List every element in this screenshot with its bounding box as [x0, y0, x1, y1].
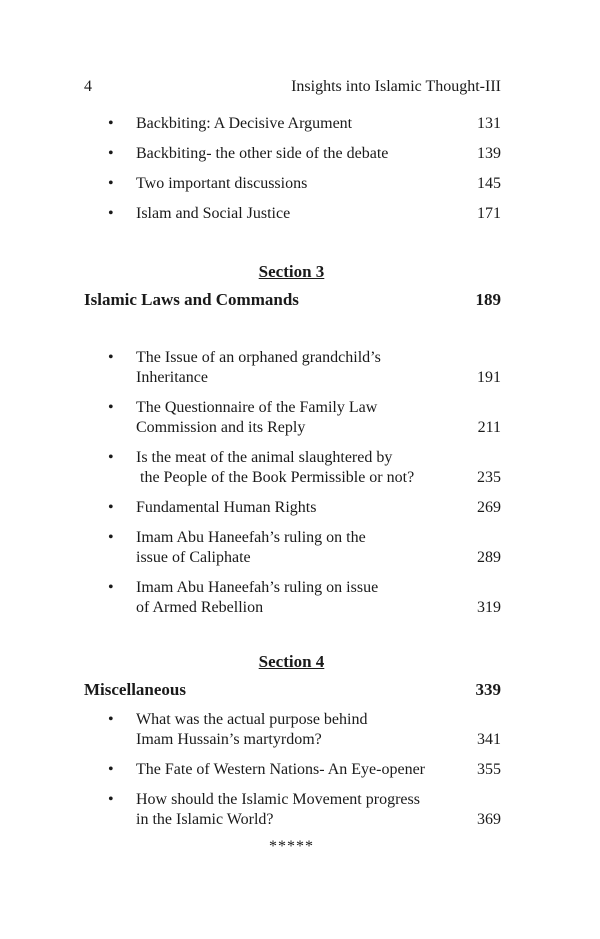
toc-entry-title: Backbiting- the other side of the debate	[136, 145, 389, 162]
end-ornament: *****	[269, 838, 314, 855]
running-title: Insights into Islamic Thought-III	[291, 78, 501, 95]
toc-entry-title: The Issue of an orphaned grandchild’s	[136, 349, 381, 366]
toc-entry-title-cont: Inheritance	[136, 369, 208, 386]
toc-entry-title: What was the actual purpose behind	[136, 711, 368, 728]
toc-entry-page: 139	[477, 145, 501, 162]
bullet-icon: •	[108, 579, 114, 596]
bullet-icon: •	[108, 711, 114, 728]
toc-entry-page: 269	[477, 499, 501, 516]
toc-entry-page: 145	[477, 175, 501, 192]
bullet-icon: •	[108, 175, 114, 192]
toc-entry-title: Backbiting: A Decisive Argument	[136, 115, 353, 132]
section-3-title[interactable]: Islamic Laws and Commands	[84, 290, 299, 309]
toc-entry-page: 131	[477, 115, 501, 132]
toc-entry-title-cont: Imam Hussain’s martyrdom?	[136, 731, 322, 748]
toc-entry-page: 171	[477, 205, 501, 222]
toc-entry-title: The Questionnaire of the Family Law	[136, 399, 378, 416]
bullet-icon: •	[108, 349, 114, 366]
toc-entry-title: Is the meat of the animal slaughtered by	[136, 449, 393, 466]
toc-entry-title: Two important discussions	[136, 175, 308, 192]
bullet-icon: •	[108, 399, 114, 416]
toc-entry-page: 289	[477, 549, 501, 566]
toc-entry-title-cont: the People of the Book Permissible or not?	[136, 469, 415, 486]
toc-entry-title: The Fate of Western Nations- An Eye-opener	[136, 761, 425, 778]
section-3-heading: Section 3	[258, 262, 325, 281]
toc-entry-title-cont: Commission and its Reply	[136, 419, 306, 436]
toc-entry-page: 341	[477, 731, 501, 748]
section-4-heading: Section 4	[258, 652, 325, 671]
bullet-icon: •	[108, 115, 114, 132]
bullet-icon: •	[108, 791, 114, 808]
toc-entry-title-cont: issue of Caliphate	[136, 549, 251, 566]
toc-entry-title: Islam and Social Justice	[136, 205, 291, 222]
toc-entry-page: 355	[477, 761, 501, 778]
section-4-title[interactable]: Miscellaneous	[84, 680, 186, 699]
bullet-icon: •	[108, 449, 114, 466]
section-4-page: 339	[475, 680, 501, 699]
toc-entry-page: 319	[477, 599, 501, 616]
section-3-page: 189	[475, 290, 501, 309]
toc-entry-title: Fundamental Human Rights	[136, 499, 317, 516]
bullet-icon: •	[108, 145, 114, 162]
bullet-icon: •	[108, 761, 114, 778]
toc-entry-title: How should the Islamic Movement progress	[136, 791, 420, 808]
toc-entry-title-cont: in the Islamic World?	[136, 811, 274, 828]
bullet-icon: •	[108, 499, 114, 516]
page-number: 4	[84, 78, 92, 95]
toc-entry-title: Imam Abu Haneefah’s ruling on the	[136, 529, 366, 546]
toc-entry-page: 369	[477, 811, 501, 828]
toc-entry-page: 191	[477, 369, 501, 386]
toc-entry-title-cont: of Armed Rebellion	[136, 599, 264, 616]
toc-entry-page: 211	[477, 419, 501, 436]
bullet-icon: •	[108, 529, 114, 546]
toc-entry-title: Imam Abu Haneefah’s ruling on issue	[136, 579, 379, 596]
toc-entry-page: 235	[477, 469, 501, 486]
bullet-icon: •	[108, 205, 114, 222]
